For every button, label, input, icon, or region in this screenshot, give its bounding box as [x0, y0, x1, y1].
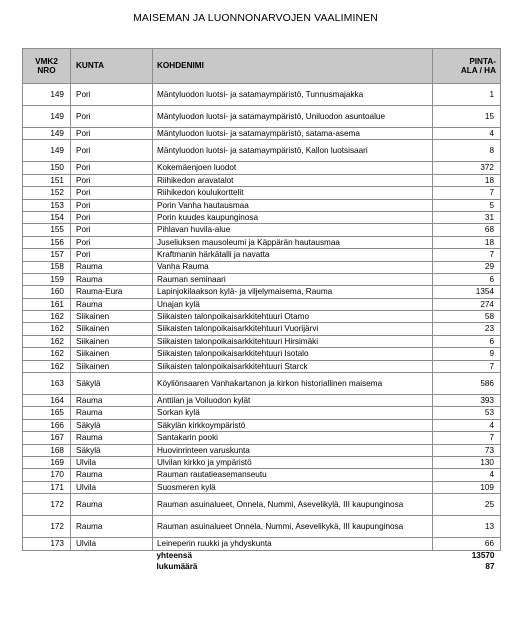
table-row: [23, 106, 501, 128]
row-nro: 161: [23, 298, 71, 310]
total-value: 13570: [471, 551, 495, 561]
table-header: [23, 49, 501, 84]
table-row: [23, 249, 501, 261]
row-pinta-ala: 109: [433, 481, 501, 493]
row-kunta: Rauma: [71, 432, 153, 444]
row-pinta-ala: 6: [433, 273, 501, 285]
row-nro: 168: [23, 444, 71, 456]
row-kohdenimi: Rauman rautatieasemanseutu: [153, 469, 433, 481]
total-label: yhteensä: [156, 551, 192, 561]
data-table: [22, 48, 501, 573]
table-row: [23, 187, 501, 199]
row-pinta-ala: 372: [433, 162, 501, 174]
row-kohdenimi: Rauman seminaari: [153, 273, 433, 285]
row-kunta: Pori: [71, 199, 153, 211]
row-kohdenimi: Leineperin ruukki ja yhdyskunta: [153, 538, 433, 550]
row-kunta: Pori: [71, 84, 153, 106]
row-pinta-ala: 4: [433, 469, 501, 481]
row-pinta-ala: 1: [433, 84, 501, 106]
table-row: [23, 261, 501, 273]
row-kunta: Pori: [71, 128, 153, 140]
row-nro: 149: [23, 84, 71, 106]
row-kohdenimi: Kraftmanin härkätalli ja navatta: [153, 249, 433, 261]
row-kunta: Pori: [71, 187, 153, 199]
header-kohdenimi: KOHDENIMI: [153, 49, 433, 84]
row-kunta: Siikainen: [71, 323, 153, 335]
row-kohdenimi: Juseliuksen mausoleumi ja Käppärän hautausmaa: [153, 236, 433, 248]
row-kohdenimi: Mäntyluodon luotsi- ja satamaympäristö, satama-asema: [153, 128, 433, 140]
row-pinta-ala: 130: [433, 456, 501, 468]
row-kunta: Pori: [71, 211, 153, 223]
row-nro: 169: [23, 456, 71, 468]
row-pinta-ala: 393: [433, 395, 501, 407]
row-kohdenimi: Mäntyluodon luotsi- ja satamaympäristö, Kallon luotsisaari: [153, 140, 433, 162]
row-kohdenimi: Suosmeren kylä: [153, 481, 433, 493]
table-row: [23, 407, 501, 419]
row-nro: 159: [23, 273, 71, 285]
table-row: [23, 162, 501, 174]
row-kunta: Siikainen: [71, 360, 153, 372]
row-kohdenimi: Riihikedon aravatalot: [153, 174, 433, 186]
row-kohdenimi: Köyliönsaaren Vanhakartanon ja kirkon historiallinen maisema: [153, 373, 433, 395]
row-kunta: Säkylä: [71, 373, 153, 395]
row-kohdenimi: Pihlavan huvila-alue: [153, 224, 433, 236]
row-kohdenimi: Porin Vanha hautausmaa: [153, 199, 433, 211]
row-kunta: Pori: [71, 249, 153, 261]
row-pinta-ala: 31: [433, 211, 501, 223]
row-kunta: Siikainen: [71, 348, 153, 360]
row-pinta-ala: 18: [433, 174, 501, 186]
row-nro: 150: [23, 162, 71, 174]
row-pinta-ala: 9: [433, 348, 501, 360]
row-nro: 165: [23, 407, 71, 419]
header-nro-line2: NRO: [37, 66, 56, 75]
row-kunta: Pori: [71, 236, 153, 248]
row-nro: 162: [23, 360, 71, 372]
row-kohdenimi: Vanha Rauma: [153, 261, 433, 273]
row-kunta: Rauma: [71, 298, 153, 310]
row-kunta: Rauma-Eura: [71, 286, 153, 298]
row-pinta-ala: 58: [433, 311, 501, 323]
header-nro-line1: VMK2: [35, 56, 58, 66]
row-kunta: Siikainen: [71, 335, 153, 347]
row-kohdenimi: Ulvilan kirkko ja ympäristö: [153, 456, 433, 468]
row-nro: 163: [23, 373, 71, 395]
row-pinta-ala: 66: [433, 538, 501, 550]
row-nro: 152: [23, 187, 71, 199]
table-row: [23, 224, 501, 236]
row-kohdenimi: Kokemäenjoen luodot: [153, 162, 433, 174]
row-kohdenimi: Unajan kylä: [153, 298, 433, 310]
row-kunta: Rauma: [71, 261, 153, 273]
row-pinta-ala: 53: [433, 407, 501, 419]
row-kohdenimi: Siikaisten talonpoikaisarkkitehtuuri Vuorijärvi: [153, 323, 433, 335]
table-row: [23, 211, 501, 223]
row-kohdenimi: Säkylän kirkkoympäristö: [153, 419, 433, 431]
row-nro: 170: [23, 469, 71, 481]
row-nro: 171: [23, 481, 71, 493]
row-kunta: Rauma: [71, 516, 153, 538]
row-nro: 162: [23, 335, 71, 347]
table-row: [23, 236, 501, 248]
table-row: [23, 538, 501, 550]
table-row: [23, 348, 501, 360]
table-footer: [23, 550, 501, 573]
header-kunta: KUNTA: [71, 49, 153, 84]
table-row: [23, 395, 501, 407]
row-nro: 162: [23, 323, 71, 335]
table-row: [23, 199, 501, 211]
table-row: [23, 469, 501, 481]
row-pinta-ala: 4: [433, 128, 501, 140]
row-nro: 162: [23, 348, 71, 360]
row-nro: 149: [23, 140, 71, 162]
table-row: [23, 286, 501, 298]
row-kunta: Säkylä: [71, 419, 153, 431]
row-pinta-ala: 68: [433, 224, 501, 236]
row-pinta-ala: 586: [433, 373, 501, 395]
row-nro: 151: [23, 174, 71, 186]
table-row: [23, 432, 501, 444]
row-kunta: Ulvila: [71, 538, 153, 550]
row-kohdenimi: Mäntyluodon luotsi- ja satamaympäristö, Uniluodon asuntoalue: [153, 106, 433, 128]
row-kohdenimi: Rauman asuinalueet, Onnela, Nummi, Asevelikylä, III kaupunginosa: [153, 494, 433, 516]
count-row: [23, 562, 501, 573]
row-nro: 172: [23, 516, 71, 538]
row-nro: 158: [23, 261, 71, 273]
row-pinta-ala: 1354: [433, 286, 501, 298]
row-kohdenimi: Rauman asuinalueet Onnela, Nummi, Asevelikykä, III kaupunginosa: [153, 516, 433, 538]
row-kohdenimi: Anttilan ja Voiluodon kylät: [153, 395, 433, 407]
table-row: [23, 311, 501, 323]
row-kunta: Pori: [71, 224, 153, 236]
row-pinta-ala: 274: [433, 298, 501, 310]
header-pinta-line1: PINTA-: [469, 56, 496, 66]
table-row: [23, 174, 501, 186]
table-row: [23, 419, 501, 431]
row-nro: 154: [23, 211, 71, 223]
row-kunta: Rauma: [71, 395, 153, 407]
row-pinta-ala: 13: [433, 516, 501, 538]
row-pinta-ala: 7: [433, 187, 501, 199]
row-kunta: Pori: [71, 162, 153, 174]
row-kohdenimi: Siikaisten talonpoikaisarkkitehtuuri Starck: [153, 360, 433, 372]
row-kunta: Rauma: [71, 407, 153, 419]
row-kohdenimi: Porin kuudes kaupunginosa: [153, 211, 433, 223]
count-label: lukumäärä: [156, 562, 198, 572]
header-pinta-line2: ALA / HA: [460, 66, 496, 75]
row-pinta-ala: 73: [433, 444, 501, 456]
row-pinta-ala: 7: [433, 360, 501, 372]
row-nro: 164: [23, 395, 71, 407]
table-row: [23, 84, 501, 106]
row-nro: 162: [23, 311, 71, 323]
row-kunta: Siikainen: [71, 311, 153, 323]
row-nro: 149: [23, 128, 71, 140]
row-pinta-ala: 4: [433, 419, 501, 431]
row-nro: 157: [23, 249, 71, 261]
row-pinta-ala: 29: [433, 261, 501, 273]
row-kohdenimi: Riihikedon koulukorttelit: [153, 187, 433, 199]
row-kohdenimi: Santakarin pooki: [153, 432, 433, 444]
total-row: [23, 550, 501, 562]
row-kohdenimi: Mäntyluodon luotsi- ja satamaympäristö, Tunnusmajakka: [153, 84, 433, 106]
row-kunta: Rauma: [71, 469, 153, 481]
table-row: [23, 128, 501, 140]
row-nro: 160: [23, 286, 71, 298]
header-nro: [23, 49, 71, 84]
count-value: 87: [485, 562, 495, 572]
row-nro: 156: [23, 236, 71, 248]
row-pinta-ala: 8: [433, 140, 501, 162]
table-row: [23, 360, 501, 372]
table-row: [23, 494, 501, 516]
row-kohdenimi: Huovinrinteen varuskunta: [153, 444, 433, 456]
row-pinta-ala: 7: [433, 249, 501, 261]
table-row: [23, 323, 501, 335]
row-kunta: Ulvila: [71, 481, 153, 493]
row-kohdenimi: Siikaisten talonpoikaisarkkitehtuuri Otamo: [153, 311, 433, 323]
header-pinta-ala: [433, 49, 501, 84]
row-nro: 167: [23, 432, 71, 444]
table-row: [23, 481, 501, 493]
row-nro: 149: [23, 106, 71, 128]
row-kunta: Pori: [71, 140, 153, 162]
row-kunta: Ulvila: [71, 456, 153, 468]
row-pinta-ala: 5: [433, 199, 501, 211]
row-nro: 155: [23, 224, 71, 236]
row-kohdenimi: Siikaisten talonpoikaisarkkitehtuuri Isotalo: [153, 348, 433, 360]
row-kunta: Pori: [71, 106, 153, 128]
row-pinta-ala: 7: [433, 432, 501, 444]
row-nro: 153: [23, 199, 71, 211]
row-kunta: Rauma: [71, 494, 153, 516]
row-nro: 172: [23, 494, 71, 516]
row-kunta: Pori: [71, 174, 153, 186]
table-row: [23, 273, 501, 285]
table-row: [23, 444, 501, 456]
row-kohdenimi: Lapinjokilaakson kylä- ja viljelymaisema, Rauma: [153, 286, 433, 298]
row-nro: 166: [23, 419, 71, 431]
table-row: [23, 456, 501, 468]
row-pinta-ala: 6: [433, 335, 501, 347]
row-pinta-ala: 25: [433, 494, 501, 516]
table-row: [23, 516, 501, 538]
table-row: [23, 298, 501, 310]
row-kohdenimi: Siikaisten talonpoikaisarkkitehtuuri Hirsimäki: [153, 335, 433, 347]
row-pinta-ala: 23: [433, 323, 501, 335]
table-row: [23, 140, 501, 162]
row-pinta-ala: 15: [433, 106, 501, 128]
row-kunta: Rauma: [71, 273, 153, 285]
table-row: [23, 373, 501, 395]
row-pinta-ala: 18: [433, 236, 501, 248]
row-kohdenimi: Sorkan kylä: [153, 407, 433, 419]
row-kunta: Säkylä: [71, 444, 153, 456]
page-title: MAISEMAN JA LUONNONARVOJEN VAALIMINEN: [133, 12, 378, 24]
row-nro: 173: [23, 538, 71, 550]
table-row: [23, 335, 501, 347]
table-body: [23, 84, 501, 551]
